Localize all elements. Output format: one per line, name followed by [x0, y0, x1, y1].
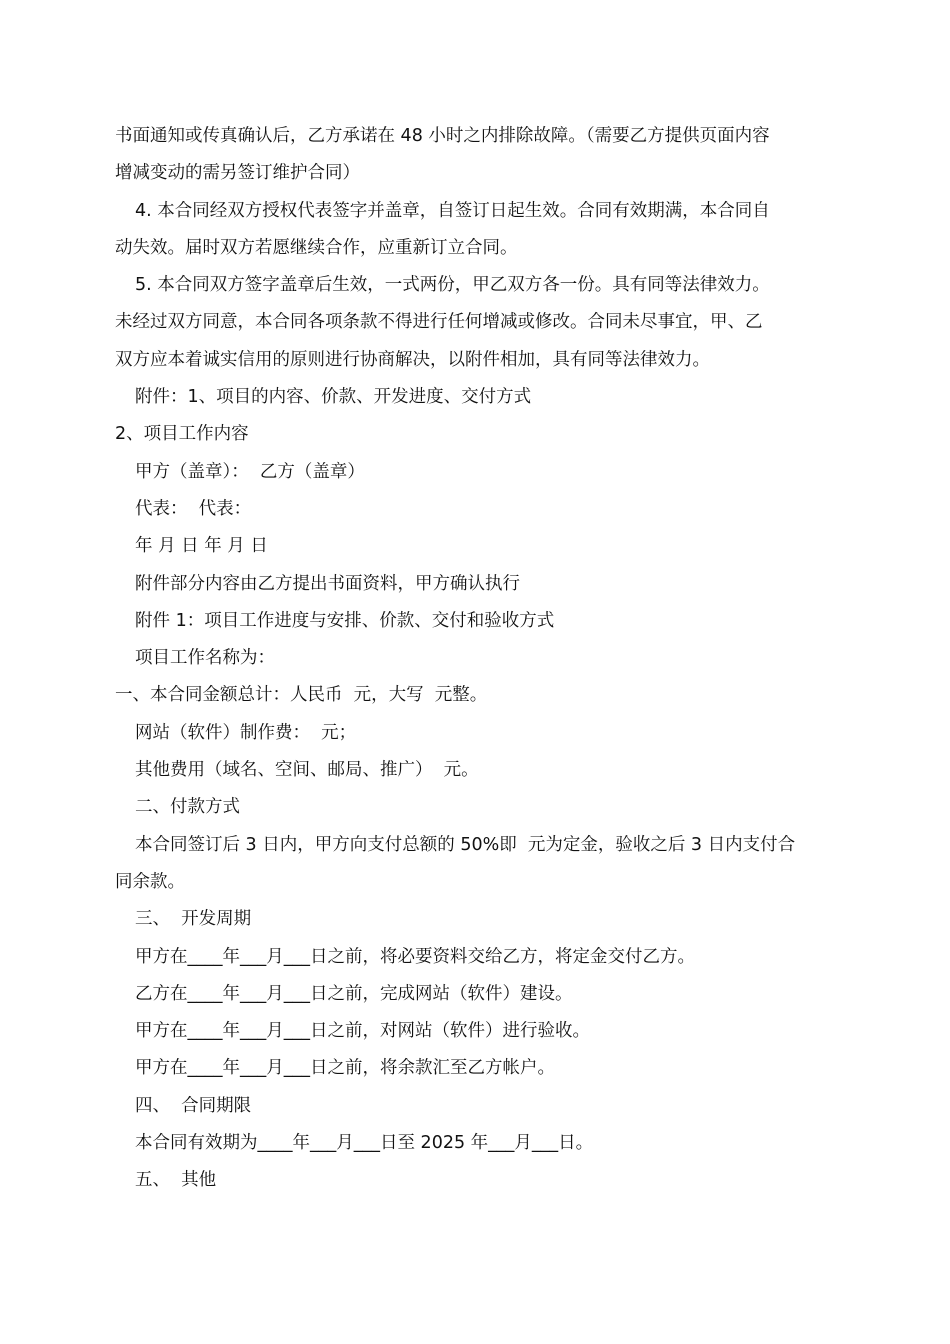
section-2-heading: 二、付款方式	[135, 797, 240, 818]
project-name-line: 项目工作名称为：	[135, 648, 275, 669]
section-3-heading: 三、 开发周期	[135, 909, 252, 930]
attachment-item-2: 2、项目工作内容	[115, 424, 249, 445]
document-page	[115, 118, 840, 1200]
section-4-heading: 四、 合同期限	[135, 1095, 252, 1116]
text-line: 未经过双方同意，本合同各项条款不得进行任何增减或修改。合同未尽事宜，甲、乙	[115, 312, 763, 333]
text-line: 附件部分内容由乙方提出书面资料，甲方确认执行	[135, 573, 520, 594]
text-line: 双方应本着诚实信用的原则进行协商解决，以附件相加，具有同等法律效力。	[115, 349, 710, 370]
payment-line: 本合同签订后 3 日内，甲方向支付总额的 50%即 元为定金，验收之后 3 日内支付合	[135, 834, 796, 855]
section-1-amount: 一、本合同金额总计：人民币 元，大写 元整。	[115, 685, 488, 706]
date-line: 年 月 日 年 月 日	[135, 536, 268, 557]
text-line: 同余款。	[115, 871, 185, 892]
clause-5: 5. 本合同双方签字盖章后生效，一式两份，甲乙双方各一份。具有同等法律效力。	[135, 275, 770, 296]
text-line: 增减变动的需另签订维护合同）	[115, 163, 360, 184]
production-fee-line: 网站（软件）制作费： 元；	[135, 722, 357, 743]
text-line: 书面通知或传真确认后，乙方承诺在 48 小时之内排除故障。（需要乙方提供页面内容	[115, 126, 770, 146]
representative-line: 代表： 代表：	[135, 498, 252, 519]
text-line: 动失效。届时双方若愿继续合作，应重新订立合同。	[115, 237, 518, 258]
schedule-line: 甲方在____年___月___日之前，将余款汇至乙方帐户。	[135, 1058, 555, 1079]
attachment-heading: 附件：1、项目的内容、价款、开发进度、交付方式	[135, 387, 532, 408]
clause-4: 4. 本合同经双方授权代表签字并盖章，自签订日起生效。合同有效期满，本合同自	[135, 200, 770, 221]
seal-line: 甲方（盖章）： 乙方（盖章）	[135, 461, 365, 482]
section-5-heading: 五、 其他	[135, 1170, 217, 1191]
schedule-line: 甲方在____年___月___日之前，对网站（软件）进行验收。	[135, 1021, 590, 1042]
attachment-1-title: 附件 1：项目工作进度与安排、价款、交付和验收方式	[135, 610, 555, 631]
term-line: 本合同有效期为____年___月___日至 2025 年___月___日。	[135, 1133, 594, 1154]
schedule-line: 甲方在____年___月___日之前，将必要资料交给乙方，将定金交付乙方。	[135, 946, 695, 967]
other-fee-line: 其他费用（域名、空间、邮局、推广） 元。	[135, 760, 479, 781]
schedule-line: 乙方在____年___月___日之前，完成网站（软件）建设。	[135, 983, 573, 1004]
